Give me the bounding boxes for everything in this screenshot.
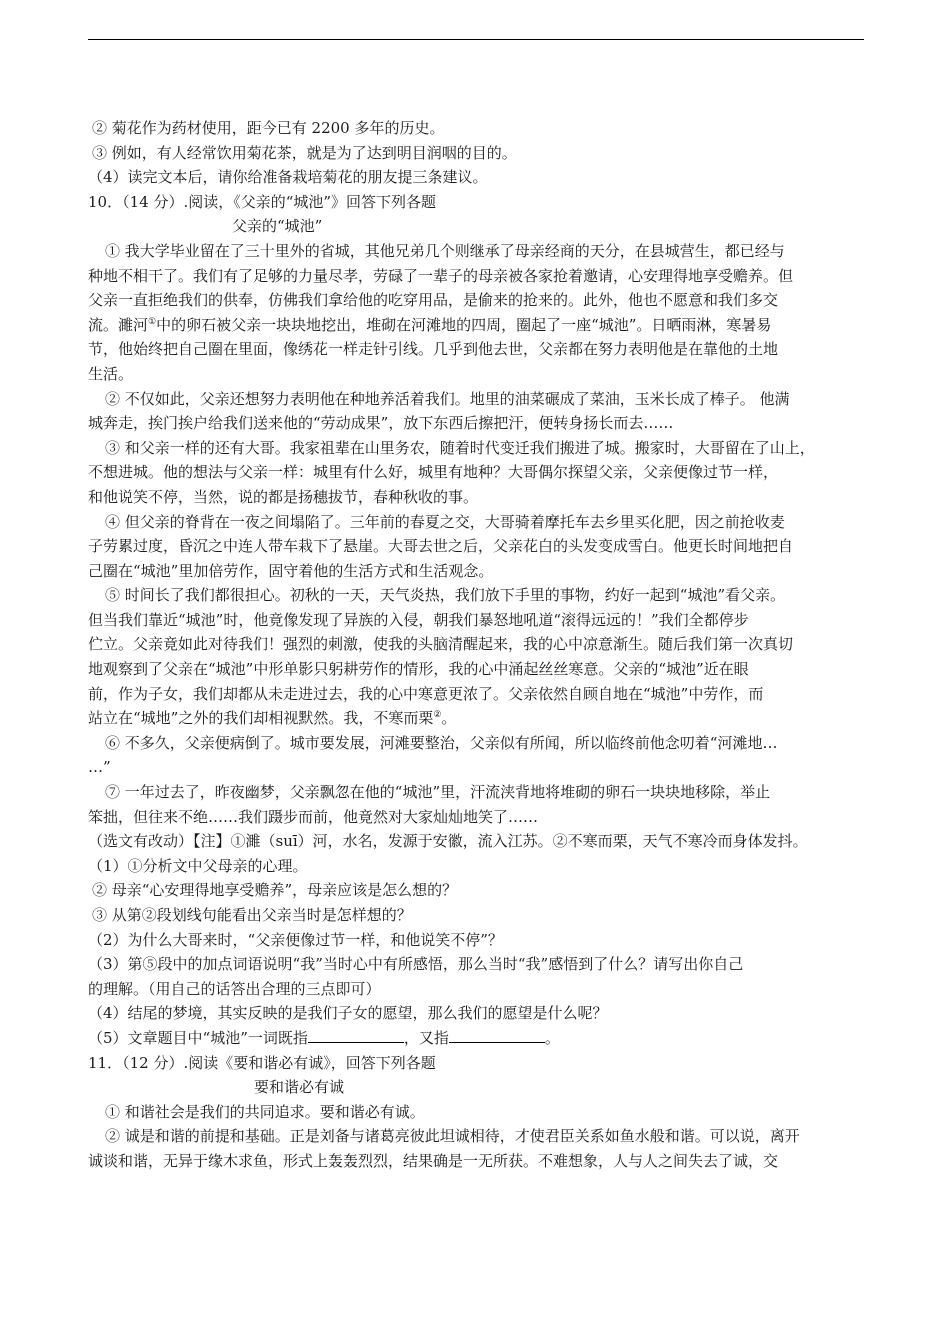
q10-p4-line: 己圈在“城池”里加倍劳作，固守着他的生活方式和生活观念。: [88, 561, 494, 580]
q10-p4-line: ④ 但父亲的脊背在一夜之间塌陷了。三年前的春夏之交，大哥骑着摩托车去乡里买化肥，因之前抢收麦: [105, 512, 785, 531]
q10-question: ③ 从第②段划线句能看出父亲当时是怎样想的？: [92, 906, 412, 924]
q10-p1-line: 种地不相干了。我们有了足够的力量尽孝，劳碌了一辈子的母亲被各家抢着邀请，心安理得地享受赡养。但: [88, 266, 794, 285]
q9-item-2: ② 菊花作为药材使用，距今已有 2200 多年的历史。: [92, 119, 445, 137]
q11-p2-line: 诚谈和谐，无异于缘木求鱼，形式上轰轰烈烈，结果确是一无所获。不难想象，人与人之间失去了诚，交: [88, 1151, 779, 1170]
q10-question: （4）结尾的梦境，其实反映的是我们子女的愿望，那么我们的愿望是什么呢？: [88, 1004, 608, 1023]
q10-p3-line: ③ 和父亲一样的还有大哥。我家祖辈在山里务农，随着时代变迁我们搬进了城。搬家时，大哥留在了山上，: [105, 438, 815, 457]
q10-p1-line: ① 我大学毕业留在了三十里外的省城，其他兄弟几个则继承了母亲经商的天分，在县城营生，都已经与: [105, 241, 785, 260]
q10-question: （1）①分析文中父母亲的心理。: [88, 856, 308, 875]
answer-blank[interactable]: [308, 1028, 404, 1043]
q9-item-3: ③ 例如，有人经常饮用菊花茶，就是为了达到明目润咽的目的。: [92, 143, 517, 162]
q10-note: （选文有改动）【注】①濉（suī）河，水名，发源于安徽，流入江苏。②不寒而栗，天气不寒冷而身体发抖。: [88, 832, 808, 851]
q11-header: 11．（12 分）.阅读《要和谐必有诚》，回答下列各题: [88, 1053, 436, 1072]
q10-p4-line: 子劳累过度，昏沉之中连人带车栽下了悬崖。大哥去世之后，父亲花白的头发变成雪白。他更长时间地把自: [88, 537, 794, 556]
q10-p6-line: ⑥ 不多久，父亲便病倒了。城市要发展，河滩要整治，父亲似有所闻，所以临终前他念叨着“河滩地…: [105, 733, 778, 752]
q10-q5-text: 。: [544, 1028, 560, 1047]
q10-p2-line: 城奔走，挨门挨户给我们送来他的“劳动成果”，放下东西后擦把汗，便转身扬长而去……: [88, 414, 674, 433]
q10-question: （3）第⑤段中的加点词语说明“我”当时心中有所感悟，那么当时“我”感悟到了什么？请写出你自己: [88, 955, 744, 974]
q10-header: 10．（14 分）.阅读，《父亲的“城池”》回答下列各题: [88, 192, 437, 211]
q10-p5-line: 但当我们靠近“城池”时，他竟像发现了异族的入侵，朝我们暴怒地吼道“滚得远远的！”我们全都停步: [88, 610, 749, 629]
q10-p5-line: 前，作为子女，我们却都从未走进过去，我的心中寒意更浓了。父亲依然自顾自地在“城池”中劳作，而: [88, 684, 764, 703]
q10-p5-line: 伫立。父亲竟如此对待我们！强烈的刺激，使我的头脑清醒起来，我的心中凉意渐生。随后我们第一次真切: [88, 635, 794, 654]
q10-p1-line: 节，他始终把自己圈在里面，像绣花一样走针引线。几乎到他去世，父亲都在努力表明他是在靠他的土地: [88, 340, 779, 359]
q11-p2-line: ② 诚是和谐的前提和基础。正是刘备与诸葛亮彼此坦诚相待，才使君臣关系如鱼水般和谐。可以说，离开: [105, 1127, 800, 1146]
q10-article-title: 父亲的“城池”: [232, 217, 323, 236]
answer-blank[interactable]: [449, 1028, 545, 1043]
q10-p5-line: [88, 706, 866, 731]
q11-p1-line: ① 和谐社会是我们的共同追求。要和谐必有诚。: [105, 1102, 425, 1121]
q10-q5-text: ，又指: [403, 1028, 449, 1047]
q10-q5-text: （5）文章题目中“城池”一词既指: [88, 1028, 308, 1047]
q10-p1-line: [88, 313, 866, 338]
document-body: [88, 116, 866, 1174]
q10-p1-text: 中的卵石被父亲一块块地挖出，堆砌在河滩地的四周，圈起了一座“城池”。日晒雨淋，寒暑易: [156, 315, 772, 334]
q10-p1-text: 流。濉河: [88, 315, 149, 334]
q10-p1-line: 生活。: [88, 364, 134, 383]
q10-question: （2）为什么大哥来时，“父亲便像过节一样，和他说笑不停”？: [88, 930, 503, 949]
q10-p3-line: 不想进城。他的想法与父亲一样：城里有什么好，城里有地种？大哥偶尔探望父亲，父亲便像过节一样，: [88, 463, 779, 482]
header-rule: [88, 39, 864, 40]
q10-question-5: [88, 1026, 866, 1051]
q11-article-title: 要和谐必有诚: [254, 1078, 345, 1097]
q10-p6-line: …”: [88, 758, 111, 777]
q10-question: 的理解。（用自己的话答出合理的三点即可）: [88, 979, 381, 998]
q10-p3-line: 和他说笑不停，当然，说的都是扬穗拔节，春种秋收的事。: [88, 487, 479, 506]
q10-question: ② 母亲“心安理得地享受赡养”，母亲应该是怎么想的？: [92, 881, 458, 900]
q10-p1-line: 父亲一直拒绝我们的供奉，仿佛我们拿给他的吃穿用品，是偷来的抢来的。此外，他也不愿意和我们多交: [88, 291, 779, 310]
q9-sub-question-4: （4）读完文本后，请你给准备栽培菊花的朋友提三条建议。: [88, 168, 488, 187]
q10-p7-line: ⑦ 一年过去了，昨夜幽梦，父亲飘忽在他的“城池”里，汗流浃背地将堆砌的卵石一块块地移除，举止: [105, 783, 771, 802]
q10-p5-text: 站立在“城地”之外的我们却相视默然。我，不寒而栗: [88, 709, 434, 728]
q10-p2-line: ② 不仅如此，父亲还想努力表明他在种地养活着我们。地里的油菜碾成了菜油，玉米长成了棒子。 他满: [105, 389, 790, 408]
footnote-marker-2: ②: [433, 710, 442, 721]
q10-p5-text: 。: [441, 709, 457, 728]
q10-p5-line: ⑤ 时间长了我们都很担心。初秋的一天，天气炎热，我们放下手里的事物，约好一起到“城池”看父亲。: [105, 586, 786, 605]
q10-p5-line: 地观察到了父亲在“城池”中形单影只躬耕劳作的情形，我的心中涌起丝丝寒意。父亲的“城池”近在眼: [88, 660, 749, 679]
footnote-marker-1: ①: [148, 316, 157, 327]
q10-p7-line: 笨拙，但往来不绝……我们蹑步而前，他竟然对大家灿灿地笑了……: [88, 807, 539, 826]
